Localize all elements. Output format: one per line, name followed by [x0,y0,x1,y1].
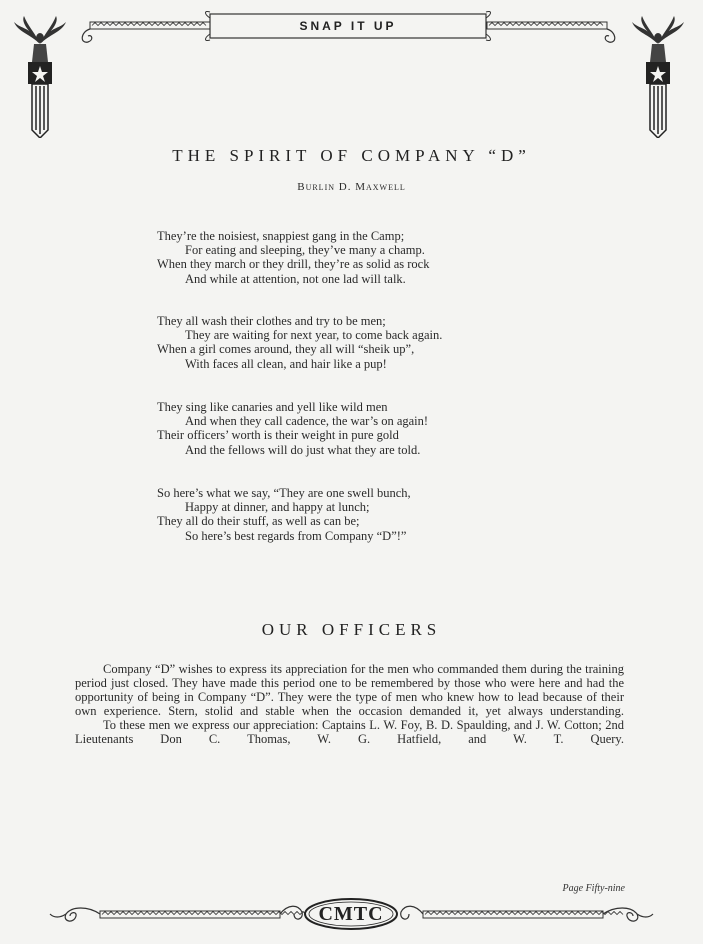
poem-title: THE SPIRIT OF COMPANY “D” [172,146,531,165]
poem-stanza-2 [157,314,537,371]
poem-line: So here’s what we say, “They are one swell bunch, [157,486,411,500]
poem-author: Burlin D. Maxwell [297,181,406,193]
poem-line: For eating and sleeping, they’ve many a champ. [185,243,425,258]
page-number: Page Fifty-nine [562,883,625,894]
poem-line: They are waiting for next year, to come back again. [185,328,443,343]
poem-line: They sing like canaries and yell like wild men [157,400,388,414]
eagle-emblem-right-icon [628,14,688,138]
poem-line: They all wash their clothes and try to be men; [157,314,386,328]
poem-line: And when they call cadence, the war’s on again! [185,414,429,429]
officers-paragraph: Company “D” wishes to express its appreciation for the men who commanded them during the training period just closed. They have made this period one to be remembered by those who were here and had the opportunity of being in Company “D”. They were the type of men who knew how to lead because of their own experience. Stern, stolid and stable when the occasion demanded it, yet always understanding. [75,662,624,718]
cmtc-emblem: CMTC [318,903,384,925]
poem-stanza-1 [157,229,537,286]
poem-stanza-3 [157,400,537,457]
poem-line: So here’s best regards from Company “D”!” [185,528,407,543]
officers-text [75,662,624,746]
officers-paragraph: To these men we express our appreciation: Captains L. W. Foy, B. D. Spaulding, and J. W. Cotton; 2nd Lieutenants Don C. Thomas, W. G. Hatfield, and W. T. Query. [75,718,624,746]
poem-line: They’re the noisiest, snappiest gang in the Camp; [157,229,405,243]
poem-line: And while at attention, not one lad will talk. [185,271,406,286]
poem-line: And the fellows will do just what they are told. [185,442,421,457]
header-title: SNAP IT UP [299,19,397,33]
officers-title: OUR OFFICERS [261,620,442,639]
poem-line: When they march or they drill, they’re as solid as rock [157,257,430,272]
poem-stanza-4 [157,486,537,543]
poem-line: With faces all clean, and hair like a pup! [185,356,387,371]
eagle-emblem-left-icon [10,14,70,138]
poem-line: Their officers’ worth is their weight in pure gold [157,428,399,443]
poem-line: Happy at dinner, and happy at lunch; [185,500,370,515]
poem-line: When a girl comes around, they all will “sheik up”, [157,342,415,357]
poem-line: They all do their stuff, as well as can be; [157,514,360,529]
